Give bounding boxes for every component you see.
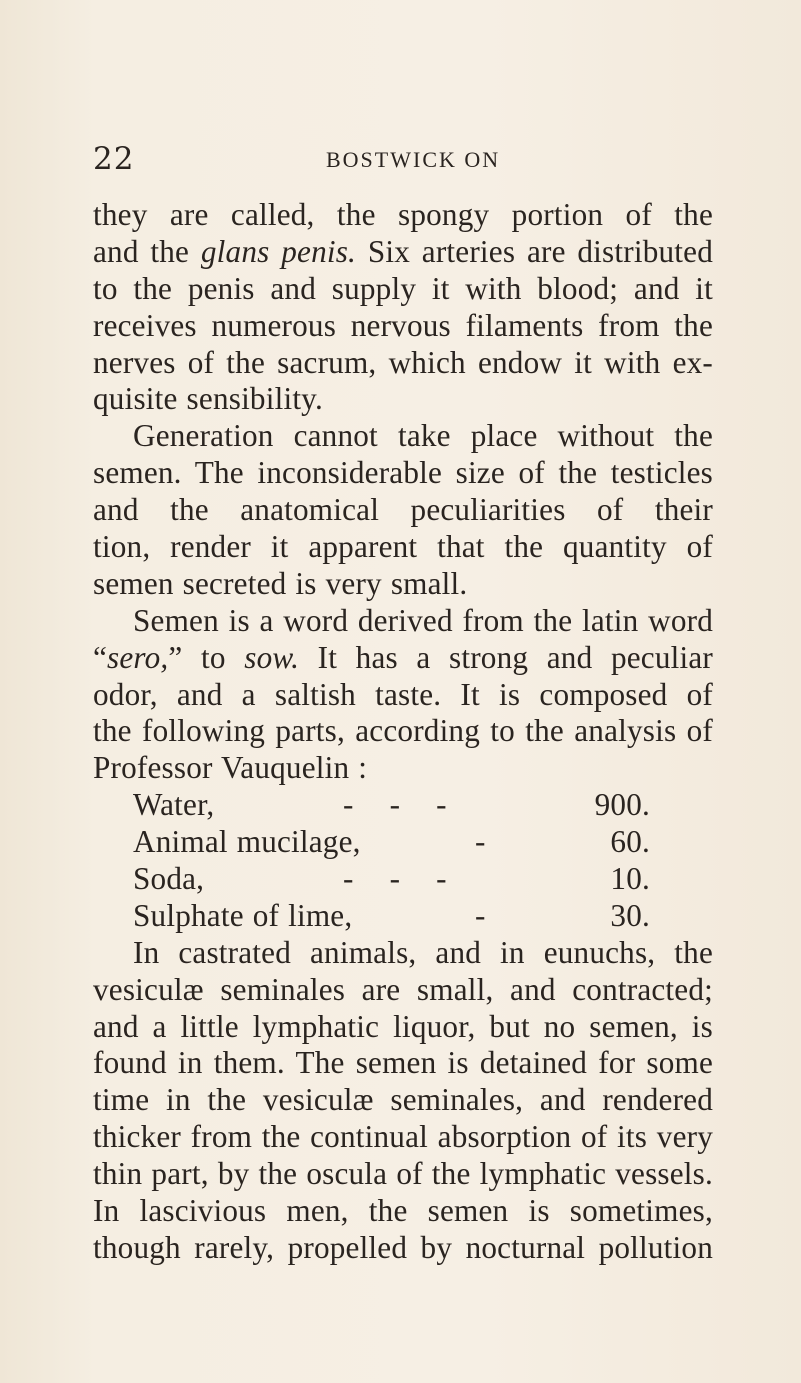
text-line: semen secreted is very small. <box>93 565 468 601</box>
leader-dashes: - <box>475 824 486 860</box>
leader-dashes: - - - <box>343 787 447 823</box>
text-line: and the anatomical peculiarities of their <box>93 492 713 528</box>
text-line: though rarely, propelled by nocturnal pollution <box>93 1229 713 1265</box>
running-head <box>93 141 713 181</box>
italic-term: glans penis. <box>200 233 357 269</box>
text-line: odor, and a saltish taste. It is composed of <box>93 676 713 712</box>
text-line: Generation cannot take place without the <box>133 418 713 454</box>
table-row <box>93 861 713 898</box>
component-name: Animal mucilage, <box>133 824 361 860</box>
text-line: and the glans penis. Six arteries are distributed <box>93 233 713 269</box>
text-line: vesiculæ seminales are small, and contracted; <box>93 971 713 1007</box>
italic-term: sero, <box>107 639 169 675</box>
text-line: Professor Vauquelin : <box>93 750 368 786</box>
component-value: 60. <box>610 824 650 860</box>
text-line: Semen is a word derived from the latin word <box>133 602 713 638</box>
text-line: found in them. The semen is detained for some <box>93 1045 713 1081</box>
text-line: to the penis and supply it with blood; and it <box>93 270 713 306</box>
text-line: In lascivious men, the semen is sometimes, <box>93 1193 713 1229</box>
italic-term: sow. <box>244 639 300 675</box>
text-line: “sero,” to sow. It has a strong and peculiar <box>93 639 713 675</box>
table-row <box>93 898 713 935</box>
component-name: Soda, <box>133 861 205 897</box>
text-line: thin part, by the oscula of the lymphatic vessels. <box>93 1156 713 1192</box>
body-text <box>93 197 713 1267</box>
component-value: 30. <box>610 897 650 933</box>
text-line: time in the vesiculæ seminales, and rendered <box>93 1082 713 1118</box>
composition-table <box>93 787 713 935</box>
text-line: they are called, the spongy portion of the <box>93 197 713 232</box>
text-line: nerves of the sacrum, which endow it with ex- <box>93 344 713 380</box>
text-line: quisite sensibility. <box>93 381 323 417</box>
text-line: and a little lymphatic liquor, but no semen, is <box>93 1008 713 1044</box>
leader-dashes: - <box>475 897 486 933</box>
text-line: In castrated animals, and in eunuchs, the <box>133 934 713 970</box>
page-number: 22 <box>93 141 135 177</box>
running-title: BOSTWICK ON <box>326 147 501 172</box>
component-name: Sulphate of lime, <box>133 897 353 933</box>
component-name: Water, <box>133 787 215 823</box>
component-value: 900. <box>594 787 650 823</box>
leader-dashes: - - - <box>343 861 447 897</box>
text-line: semen. The inconsiderable size of the testicles <box>93 455 713 491</box>
text-line: receives numerous nervous filaments from the <box>93 307 713 343</box>
text-line: tion, render it apparent that the quantity of <box>93 529 713 565</box>
component-value: 10. <box>610 861 650 897</box>
text-line: the following parts, according to the analysis of <box>93 713 713 749</box>
table-row <box>93 787 713 824</box>
table-row <box>93 824 713 861</box>
text-line: thicker from the continual absorption of its very <box>93 1119 713 1155</box>
